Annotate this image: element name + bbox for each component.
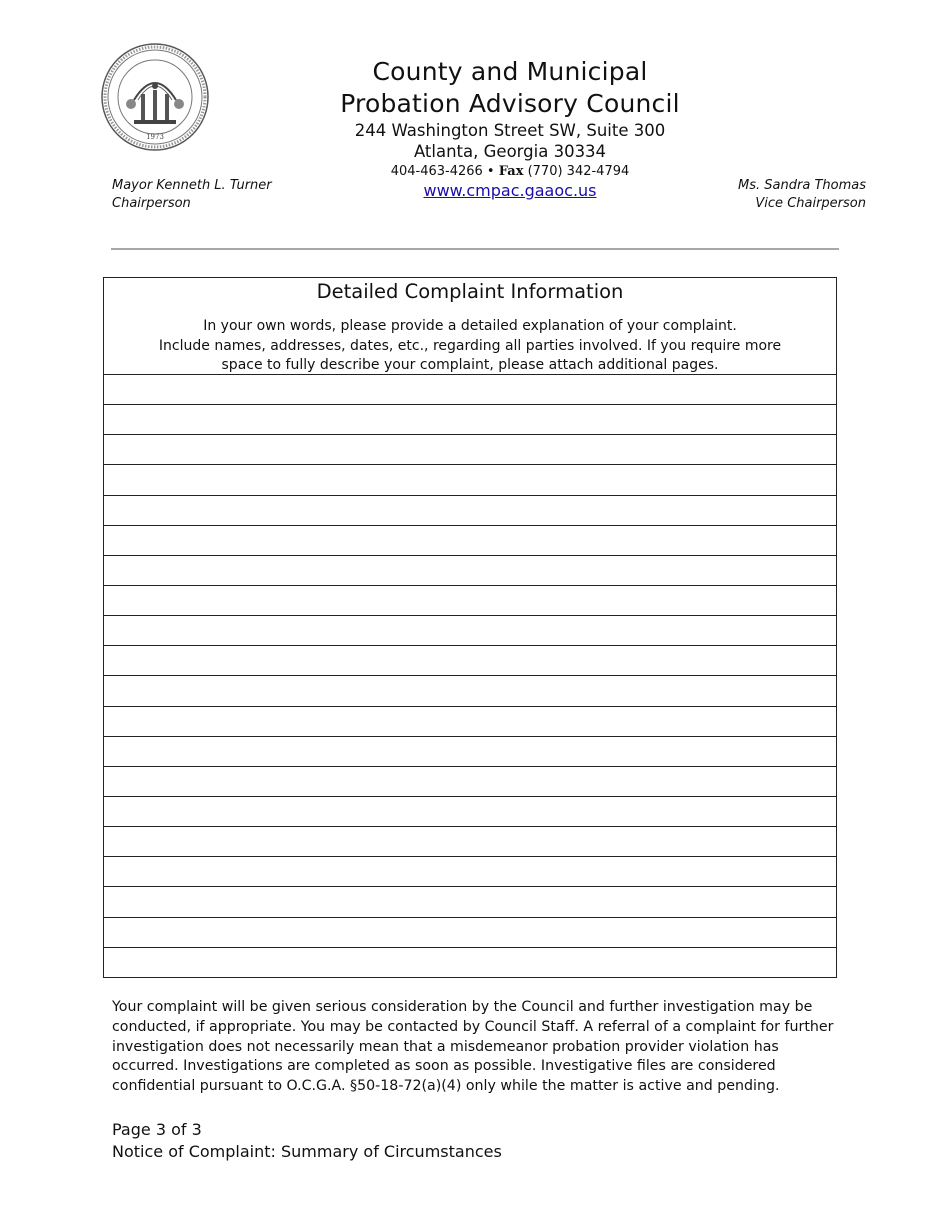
instruction-line: space to fully describe your complaint, please attach additional pages.	[221, 357, 719, 373]
form-name: Notice of Complaint: Summary of Circumstances	[112, 1142, 502, 1161]
complaint-line-input[interactable]	[104, 375, 836, 405]
complaint-box-header	[104, 278, 836, 375]
complaint-line-input[interactable]	[104, 827, 836, 857]
complaint-line-input[interactable]	[104, 887, 836, 917]
vice-chair-title: Vice Chairperson	[755, 196, 866, 211]
section-title: Detailed Complaint Information	[316, 280, 624, 303]
chairperson-block	[112, 177, 272, 213]
complaint-line-input[interactable]	[104, 676, 836, 706]
org-name-line2: Probation Advisory Council	[340, 89, 680, 118]
address-line1: 244 Washington Street SW, Suite 300	[354, 121, 666, 140]
complaint-line-input[interactable]	[104, 435, 836, 465]
complaint-line-input[interactable]	[104, 918, 836, 948]
seal-year: 1973	[146, 133, 164, 141]
complaint-line-input[interactable]	[104, 797, 836, 827]
notice-paragraph: Your complaint will be given serious consideration by the Council and further investigation may be conducted, if appropriate. You may be contacted by Council Staff. A referral of a complaint for further investigation does not necessarily mean that a misdemeanor probation provider violation has occurred. Investigations are completed as soon as possible. Investigative files are considered confidential pursuant to O.C.G.A. §50-18-72(a)(4) only while the matter is active and pending.	[112, 999, 834, 1095]
complaint-line-input[interactable]	[104, 526, 836, 556]
instructions	[104, 317, 836, 376]
complaint-line-input[interactable]	[104, 556, 836, 586]
fax-label: Fax	[498, 164, 524, 179]
chair-name: Mayor Kenneth L. Turner	[112, 178, 272, 193]
vice-chairperson-block	[738, 177, 866, 213]
address-line2: Atlanta, Georgia 30334	[413, 142, 607, 161]
complaint-line-input[interactable]	[104, 857, 836, 887]
complaint-form-box	[103, 277, 837, 978]
complaint-line-input[interactable]	[104, 767, 836, 797]
complaint-line-input[interactable]	[104, 948, 836, 978]
letterhead	[290, 56, 730, 201]
complaint-line-input[interactable]	[104, 707, 836, 737]
instruction-line: Include names, addresses, dates, etc., regarding all parties involved. If you require more	[158, 337, 782, 354]
phone-number: 404-463-4266 •	[390, 164, 495, 179]
page-footer	[112, 1119, 502, 1163]
page-number: Page 3 of 3	[112, 1120, 202, 1139]
contact-line	[290, 162, 730, 181]
org-name-line1: County and Municipal	[372, 57, 648, 86]
chair-title: Chairperson	[112, 196, 191, 211]
complaint-line-input[interactable]	[104, 646, 836, 676]
complaint-line-input[interactable]	[104, 737, 836, 767]
complaint-line-input[interactable]	[104, 586, 836, 616]
complaint-line-input[interactable]	[104, 616, 836, 646]
complaint-line-input[interactable]	[104, 405, 836, 435]
header-divider	[111, 248, 839, 250]
georgia-seal-icon	[100, 42, 210, 152]
fax-number: (770) 342-4794	[527, 164, 630, 179]
complaint-line-input[interactable]	[104, 496, 836, 526]
website-link[interactable]: www.cmpac.gaaoc.us	[423, 181, 597, 200]
instruction-line: In your own words, please provide a detailed explanation of your complaint.	[203, 318, 737, 334]
complaint-writing-lines	[104, 375, 836, 978]
vice-chair-name: Ms. Sandra Thomas	[738, 178, 866, 193]
complaint-line-input[interactable]	[104, 465, 836, 495]
